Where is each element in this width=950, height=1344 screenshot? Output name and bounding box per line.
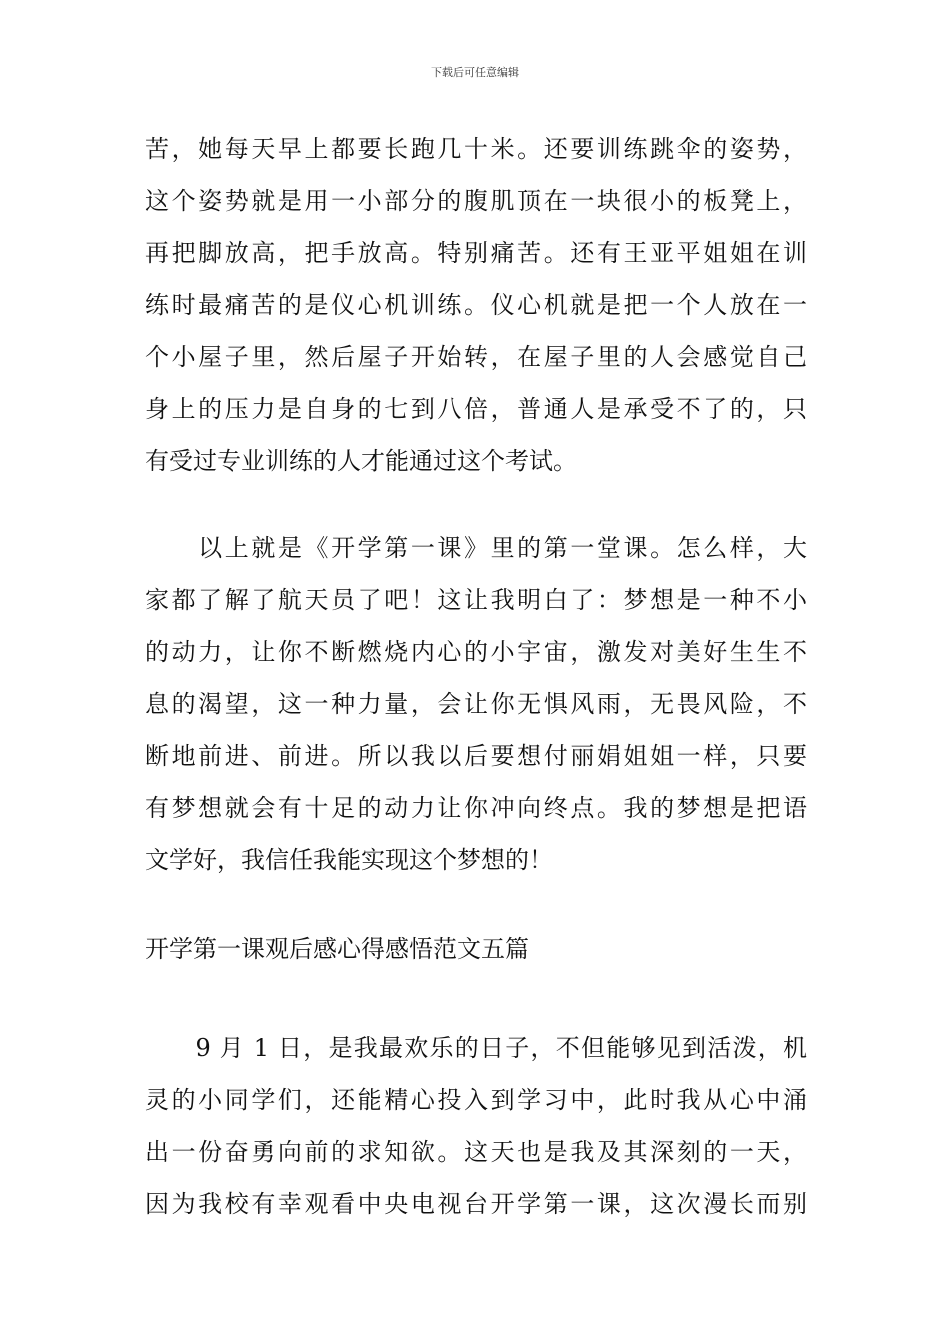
paragraph-3 [145,1022,807,1230]
text-line: 家都了解了航天员了吧！这让我明白了：梦想是一种不小 [145,586,807,614]
text-line: 再把脚放高，把手放高。特别痛苦。还有王亚平姐姐在训 [145,239,807,267]
text-line: 这个姿势就是用一小部分的腹肌顶在一块很小的板凳上， [145,187,807,215]
text-line: 息的渴望，这一种力量，会让你无惧风雨，无畏风险，不 [145,690,807,718]
paragraph-2 [145,522,807,886]
header-note: 下载后可任意编辑 [431,66,519,79]
text-line: 出一份奋勇向前的求知欲。这天也是我及其深刻的一天， [145,1138,807,1166]
text-line: 个小屋子里，然后屋子开始转，在屋子里的人会感觉自己 [145,343,807,371]
text-line: 有梦想就会有十足的动力让你冲向终点。我的梦想是把语 [145,794,807,822]
text-line: 以上就是《开学第一课》里的第一堂课。怎么样，大 [145,534,807,562]
text-line: 9 月 1 日，是我最欢乐的日子，不但能够见到活泼，机 [145,1034,807,1062]
paragraph-1 [145,123,807,487]
text-line: 灵的小同学们，还能精心投入到学习中，此时我从心中涌 [145,1086,807,1114]
text-line: 因为我校有幸观看中央电视台开学第一课，这次漫长而别 [145,1190,807,1218]
text-line: 身上的压力是自身的七到八倍，普通人是承受不了的，只 [145,395,807,423]
text-line: 有受过专业训练的人才能通过这个考试。 [145,447,577,475]
text-line: 文学好，我信任我能实现这个梦想的！ [145,846,553,874]
text-line: 练时最痛苦的是仪心机训练。仪心机就是把一个人放在一 [145,291,807,319]
section-title: 开学第一课观后感心得感悟范文五篇 [145,935,529,963]
text-line: 苦，她每天早上都要长跑几十米。还要训练跳伞的姿势， [145,135,807,163]
text-line: 断地前进、前进。所以我以后要想付丽娟姐姐一样，只要 [145,742,807,770]
text-line: 的动力，让你不断燃烧内心的小宇宙，激发对美好生生不 [145,638,807,666]
